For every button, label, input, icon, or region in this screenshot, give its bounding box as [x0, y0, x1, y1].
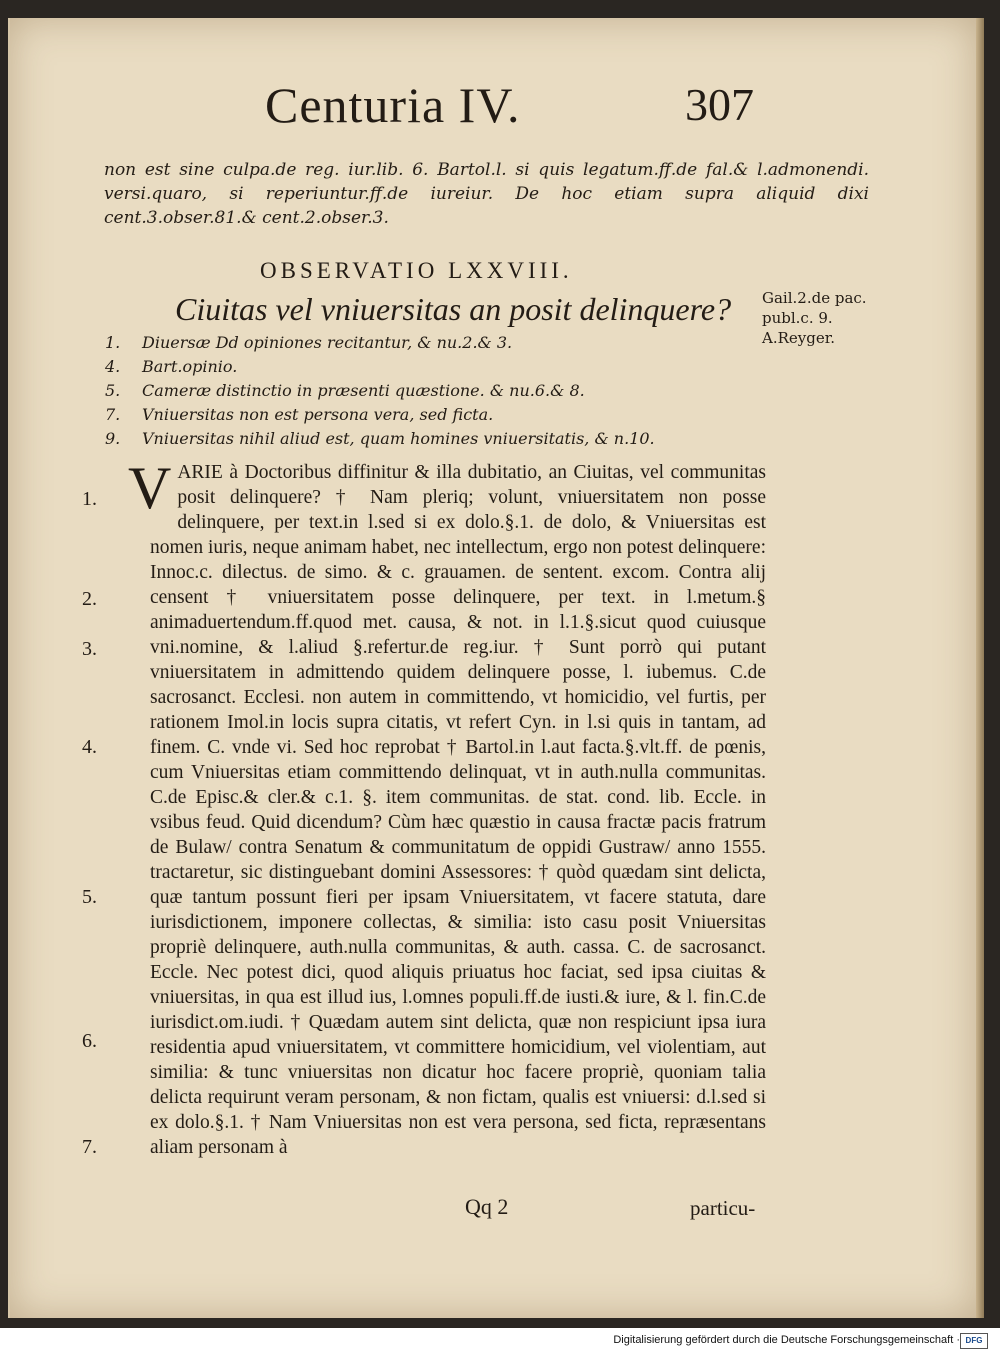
- summary-item: [105, 379, 725, 403]
- summary-number: 5.: [105, 381, 121, 400]
- intro-text: non est sine culpa.de reg. iur.lib. 6. Bartol.l. si quis legatum.ff.de fal.& l.admonendi. versi.quaro, si reperiuntur.ff.de iureiur. De hoc etiam supra aliquid dixi cent.3.obser.81.& cent.2.obser.3.: [104, 160, 869, 228]
- body-content: ARIE à Doctoribus diffinitur & illa dubitatio, an Ciuitas, vel communitas posit delinquere? † Nam pleriq; volunt, vniuersitatem non posse delinquere, per text.in l.sed si ex dolo.§.1. de dolo, & Vniuersitas est nomen iuris, neque animam habet, nec intellectum, ergo non potest delinquere: Innoc.c. dilectus. de simo. & c. grauamen. de sentent. excom. Contra alij censent † vniuersitatem posse delinquere, per text. in l.metum.§ animaduertendum.ff.quod met. causa, & not. in l.1.§.sicut quod cuiusque vni.nomine, & l.aliud §.refertur.de reg.iur. † Sunt porrò qui putant vniuersitatem in admittendo quidem delinquere posse, l. iubemus. C.de sacrosanct. Ecclesi. non autem in committendo, vt homicidio, vel furtis, per rationem Imol.in locis supra citatis, vt refert Cyn. in l.si quis in tantam, ad finem. C. vnde vi. Sed hoc reprobat † Bartol.in l.aut facta.§.vlt.ff. de pœnis, cum Vniuersitas etiam committendo delinquat, vt in auth.nulla communitas. C.de Episc.& cler.& c.1. §. item communitas. de stat. cond. lib. Eccle. in vsibus feud. Quid dicendum? Cùm hæc quæstio in causa fractæ pacis fratrum de Bulaw/ contra Senatum & communitatum de oppidi Gustraw/ anno 1555. tractaretur, sic distinguebant domini Assessores: † quòd quædam sint delicta, quæ tantum possunt fieri per ipsam Vniuersitatem, vt facere statuta, dare iurisdictionem, imponere collectas, & similia: isto casu posit Vniuersitas propriè delinquere, auth.nulla communitas, & auth. cassa. C. de sacrosanct. Eccle. Nec potest dici, quod aliquis priuatus hoc faciat, sed ipsa ciuitas & vniuersitas, in qua est illud ius, l.omnes populi.ff.de iusti.& iure, & l. fin.C.de iurisdict.om.iudi. † Quædam autem sint delicta, quæ non respiciunt ipsa iura residentia apud vniuersitatem, vt committere homicidium, vel violentiam, aut similia: & tunc vniuersitas non dicatur hoc facere propriè, quoniam talia delicta requirunt veram personam, & non fictam, qualis est vniuersi: d.l.sed si ex dolo.§.1. † Nam Vniuersitas non est vera persona, sed ficta, repræsentans aliam personam à: [150, 462, 766, 1158]
- margin-number: 7.: [82, 1136, 97, 1158]
- summary-number: 4.: [105, 357, 121, 376]
- observation-title: Ciuitas vel vniuersitas an posit delinquere?: [175, 291, 732, 327]
- body-paragraph: [128, 455, 766, 1160]
- summary-number: 1.: [105, 333, 121, 352]
- catchword: particu-: [690, 1196, 756, 1220]
- observation-heading: OBSERVATIO LXXVIII.: [260, 258, 573, 283]
- summary-list: [105, 331, 725, 451]
- summary-item: [105, 355, 725, 379]
- summary-item: [105, 331, 725, 355]
- margin-number: 3.: [82, 638, 97, 660]
- drop-cap: V: [128, 455, 172, 521]
- summary-item: [105, 427, 725, 451]
- summary-number: 9.: [105, 429, 121, 448]
- margin-ref: A.Reyger.: [762, 329, 836, 347]
- summary-text: Cameræ distinctio in præsenti quæstione. & nu.6.& 8.: [142, 381, 585, 400]
- summary-text: Vniuersitas nihil aliud est, quam homines vniuersitatis, & n.10.: [142, 429, 655, 448]
- margin-ref: Gail.2.de pac.: [762, 289, 867, 307]
- signature-mark: Qq 2: [465, 1194, 509, 1219]
- dfg-logo-icon: DFG: [960, 1333, 988, 1349]
- running-head: Centuria IV.: [265, 77, 521, 133]
- summary-text: Vniuersitas non est persona vera, sed ficta.: [142, 405, 494, 424]
- margin-number: 6.: [82, 1030, 97, 1052]
- summary-number: 7.: [105, 405, 121, 424]
- margin-number: 5.: [82, 886, 97, 908]
- page-edge: [976, 18, 984, 1318]
- page-number: 307: [685, 79, 754, 130]
- summary-text: Diuersæ Dd opiniones recitantur, & nu.2.& 3.: [142, 333, 513, 352]
- body-text: [128, 455, 766, 1160]
- summary-item: [105, 403, 725, 427]
- margin-number: 2.: [82, 588, 97, 610]
- margin-number: 4.: [82, 736, 97, 758]
- book-page: [8, 18, 976, 1318]
- margin-ref: publ.c. 9.: [762, 309, 833, 327]
- margin-number: 1.: [82, 488, 97, 510]
- margin-references: [762, 288, 867, 348]
- summary-text: Bart.opinio.: [142, 357, 238, 376]
- digitization-credit: Digitalisierung gefördert durch die Deutsche Forschungsgemeinschaft ·: [613, 1334, 960, 1346]
